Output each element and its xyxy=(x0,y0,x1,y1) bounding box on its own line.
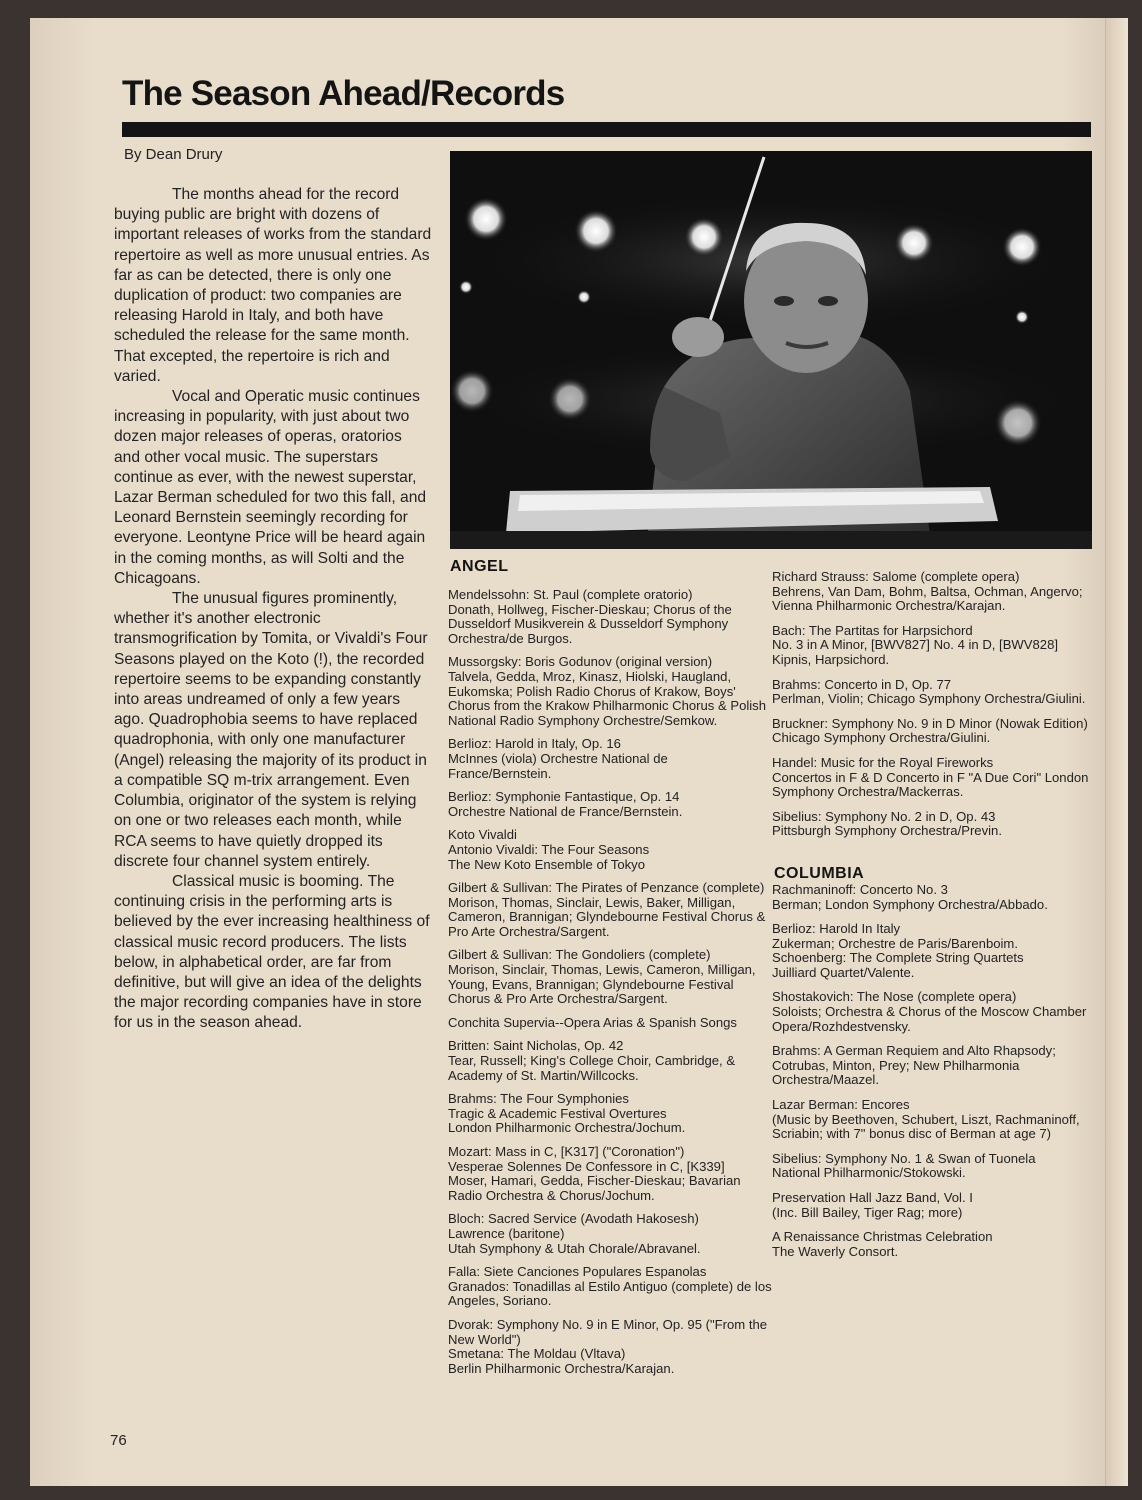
record-entry: Berlioz: Harold in Italy, Op. 16 McInnes (viola) Orchestre National de France/Bernstein. xyxy=(448,736,668,781)
record-entry: Brahms: The Four Symphonies Tragic & Academic Festival Overtures London Philharmonic Orchestra/Jochum. xyxy=(448,1091,686,1136)
record-entry: Brahms: Concerto in D, Op. 77 Perlman, Violin; Chicago Symphony Orchestra/Giulini. xyxy=(772,676,1086,707)
record-entry: Lazar Berman: Encores (Music by Beethoven, Schubert, Liszt, Rachmaninoff, Scriabin; with 7" bonus disc of Berman at age 7) xyxy=(772,1097,1080,1142)
record-entry: Falla: Siete Canciones Populares Espanolas Granados: Tonadillas al Estilo Antiguo (complete) de los Angeles, Soriano. xyxy=(448,1264,772,1309)
record-entry: Richard Strauss: Salome (complete opera) Behrens, Van Dam, Bohm, Baltsa, Ochman, Angervo; Vienna Philharmonic Orchestra/Karajan. xyxy=(772,569,1083,614)
record-entry: Shostakovich: The Nose (complete opera) Soloists; Orchestra & Chorus of the Moscow Chamber Opera/Rozhdestvensky. xyxy=(772,989,1087,1034)
label-heading-angel: ANGEL xyxy=(450,558,509,575)
record-entry: Conchita Supervia--Opera Arias & Spanish Songs xyxy=(448,1014,737,1030)
conductor-photo xyxy=(450,151,1092,549)
record-entry: A Renaissance Christmas Celebration The Waverly Consort. xyxy=(772,1229,993,1259)
angel-columbia-column xyxy=(772,570,1092,1269)
record-entry: Preservation Hall Jazz Band, Vol. I (Inc. Bill Bailey, Tiger Rag; more) xyxy=(772,1190,973,1220)
page-edge xyxy=(1105,18,1128,1486)
conductor-photo-illustration xyxy=(450,151,1092,549)
byline: By Dean Drury xyxy=(124,146,223,163)
essay-paragraph: The unusual figures prominently, whether it's another electronic transmogrification by Tomita, or Vivaldi's Four Seasons played on the Koto (!), the recorded repertoire seems to be expanding constantly into areas undreamed of only a few years ago. Quadrophobia seems to have replaced quadrophonia, with only one manufacturer (Angel) releasing the majority of its product in a compatible SQ m-trix arrangement. Even Columbia, originator of the system is relying on one or two releases each month, while RCA seems to have quietly dropped its discrete four channel system entirely. xyxy=(114,590,428,870)
record-entry: Berlioz: Harold In Italy Zukerman; Orchestre de Paris/Barenboim. Schoenberg: The Complete String Quartets Juilliard Quartet/Valente. xyxy=(772,921,1024,980)
essay-paragraph: Vocal and Operatic music continues increasing in popularity, with just about two dozen major releases of operas, oratorios and other vocal music. The superstars continue as ever, with the newest superstar, Lazar Berman scheduled for two this fall, and Leonard Bernstein seemingly recording for everyone. Leontyne Price will be heard again in the coming months, as will Solti and the Chicagoans. xyxy=(114,388,427,587)
record-entry: Dvorak: Symphony No. 9 in E Minor, Op. 95 ("From the New World") Smetana: The Moldau (Vltava) Berlin Philharmonic Orchestra/Karajan. xyxy=(448,1316,768,1376)
magazine-page xyxy=(30,18,1128,1486)
label-heading-columbia: COLUMBIA xyxy=(774,864,865,882)
essay-paragraph: Classical music is booming. The continuing crisis in the performing arts is believed by the ever increasing healthiness of classical music record producers. The lists below, in alphabetical order, are far from definitive, but will give an idea of the delights the major recording companies have in store for us in the season ahead. xyxy=(114,872,430,1032)
record-entry: Sibelius: Symphony No. 2 in D, Op. 43 Pittsburgh Symphony Orchestra/Previn. xyxy=(772,808,1002,839)
record-entry: Bach: The Partitas for Harpsichord No. 3 in A Minor, [BWV827] No. 4 in D, [BWV828] Kipnis, Harpsichord. xyxy=(772,622,1059,667)
page-title: The Season Ahead/Records xyxy=(122,74,565,113)
page-number: 76 xyxy=(110,1432,127,1449)
record-entry: Bruckner: Symphony No. 9 in D Minor (Nowak Edition) Chicago Symphony Orchestra/Giulini. xyxy=(772,715,1088,746)
record-entry: Mendelssohn: St. Paul (complete oratorio) Donath, Hollweg, Fischer-Dieskau; Chorus of the Dusseldorf Musikverein & Dusseldorf Symphony Orchestra/de Burgos. xyxy=(448,587,732,646)
angel-column-1 xyxy=(448,558,773,1385)
title-rule xyxy=(122,122,1091,137)
record-entry: Brahms: A German Requiem and Alto Rhapsody; Cotrubas, Minton, Prey; New Philharmonia Orchestra/Maazel. xyxy=(772,1043,1056,1088)
record-entry: Berlioz: Symphonie Fantastique, Op. 14 Orchestre National de France/Bernstein. xyxy=(448,789,683,819)
record-entry: Sibelius: Symphony No. 1 & Swan of Tuonela National Philharmonic/Stokowski. xyxy=(772,1150,1036,1181)
record-entry: Koto Vivaldi Antonio Vivaldi: The Four Seasons The New Koto Ensemble of Tokyo xyxy=(448,827,650,872)
record-entry: Mussorgsky: Boris Godunov (original version) Talvela, Gedda, Mroz, Kinasz, Hiolski, Haugland, Eukomska; Polish Radio Chorus of Krakow, Boys' Chorus from the Krakow Philharmonic Chorus & Polish National Radio Symphony Orchestre/Semkow. xyxy=(448,654,767,728)
record-entry: Britten: Saint Nicholas, Op. 42 Tear, Russell; King's College Choir, Cambridge, & Academy of St. Martin/Willcocks. xyxy=(448,1038,736,1083)
record-entry: Mozart: Mass in C, [K317] ("Coronation") Vesperae Solennes De Confessore in C, [K339] Moser, Hamari, Gedda, Fischer-Dieskau; Bavarian Radio Orchestra & Chorus/Jochum. xyxy=(448,1144,741,1203)
record-entry: Gilbert & Sullivan: The Pirates of Penzance (complete) Morison, Thomas, Sinclair, Lewis, Baker, Milligan, Cameron, Brannigan; Glyndebourne Festival Chorus & Pro Arte Orchestra/Sargent. xyxy=(448,880,766,939)
record-entry: Gilbert & Sullivan: The Gondoliers (complete) Morison, Sinclair, Thomas, Lewis, Cameron, Milligan, Young, Evans, Brannigan; Glyndebourne Festival Chorus & Pro Arte Orchestra/Sargent. xyxy=(448,947,756,1007)
record-entry: Handel: Music for the Royal Fireworks Concertos in F & D Concerto in F "A Due Cori" London Symphony Orchestra/Mackerras. xyxy=(772,754,1089,800)
essay-paragraph: The months ahead for the record buying public are bright with dozens of important releases of works from the standard repertoire as well as more unusual entries. As far as can be detected, there is only one duplication of product: two companies are releasing Harold in Italy, and both have scheduled the release for the same month. That excepted, the repertoire is rich and varied. xyxy=(114,186,432,385)
record-entry: Bloch: Sacred Service (Avodath Hakosesh) Lawrence (baritone) Utah Symphony & Utah Chorale/Abravanel. xyxy=(448,1211,701,1256)
essay-column xyxy=(114,185,432,1034)
record-entry: Rachmaninoff: Concerto No. 3 Berman; London Symphony Orchestra/Abbado. xyxy=(772,881,1048,912)
